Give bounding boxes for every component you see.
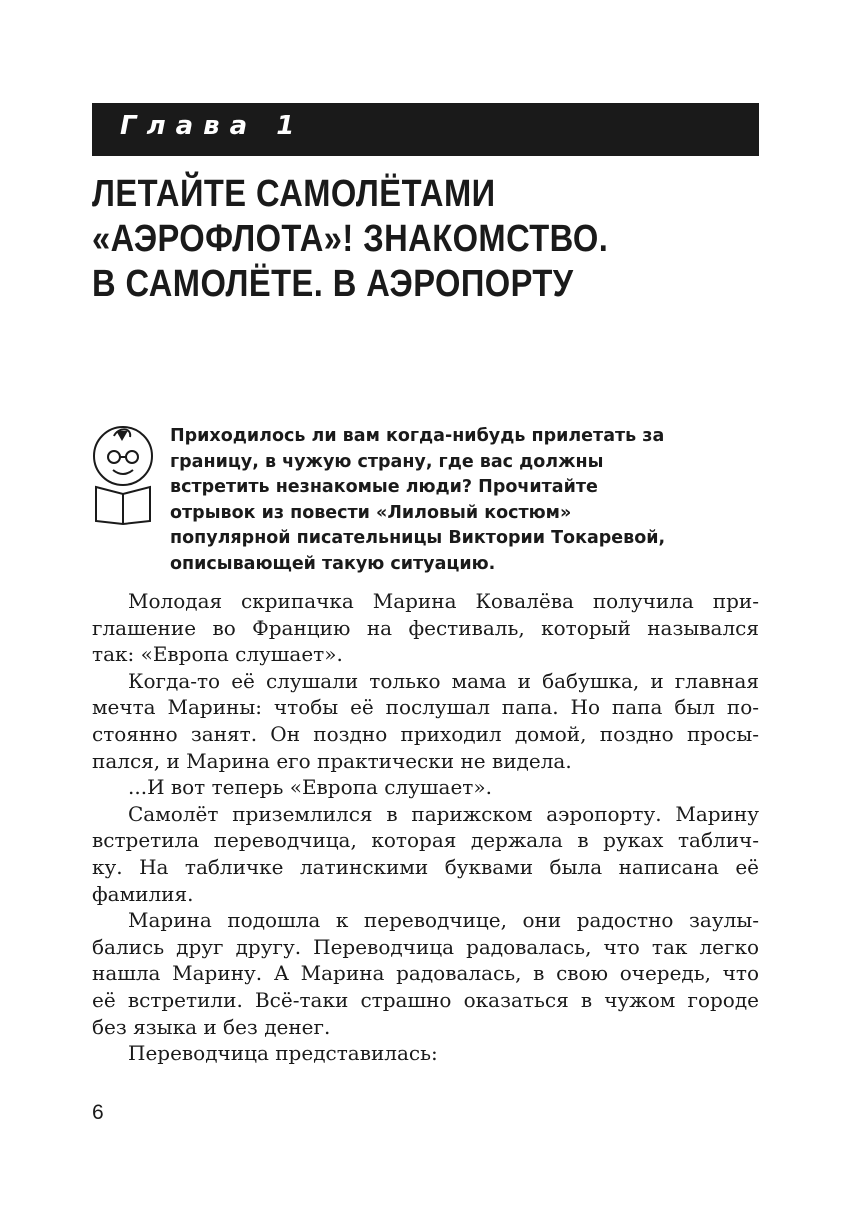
intro-line: популярной писательницы Виктории Токаревой, — [170, 528, 666, 548]
story-line: фамилия. — [92, 881, 194, 906]
story-line: Самолёт приземлился в парижском аэропорту. Марину — [128, 801, 759, 826]
story-line: ...И вот теперь «Европа слушает». — [128, 775, 492, 800]
chapter-title-line: В САМОЛЁТЕ. В АЭРОПОРТУ — [92, 263, 574, 305]
story-line: встретила переводчица, которая держала в руках таблич- — [92, 828, 759, 853]
intro-line: описывающей такую ситуацию. — [170, 553, 496, 574]
story-line: Молодая скрипачка Марина Ковалёва получила при- — [128, 589, 759, 613]
story-line: нашла Марину. А Марина радовалась, в свою очередь, что — [92, 961, 759, 986]
chapter-label: Глава 1 — [120, 111, 305, 141]
story-line: ку. На табличке латинскими буквами была написана её — [92, 854, 759, 879]
story-line: стоянно занят. Он поздно приходил домой, поздно просы- — [92, 721, 759, 746]
intro-line: встретить незнакомые люди? Прочитайте — [170, 477, 598, 497]
intro-line: отрывок из повести «Лиловый костюм» — [170, 502, 572, 523]
reader-icon — [92, 423, 156, 525]
story-line: пался, и Марина его практически не видела. — [92, 748, 572, 773]
page-number: 6 — [92, 1101, 104, 1124]
story-line: так: «Европа слушает». — [92, 642, 343, 667]
story-line: бались друг другу. Переводчица радовалась, что так легко — [92, 934, 759, 959]
story-text — [92, 588, 759, 1067]
story-line: без языка и без денег. — [92, 1014, 331, 1039]
story-line: Марина подошла к переводчице, они радостно заулы- — [128, 908, 759, 933]
chapter-title-line: ЛЕТАЙТЕ САМОЛЁТАМИ — [92, 173, 496, 215]
intro-line: границу, в чужую страну, где вас должны — [170, 451, 604, 472]
chapter-label-bar — [92, 103, 759, 156]
story-line: Переводчица представилась: — [128, 1041, 438, 1066]
story-line: мечта Марины: чтобы её послушал папа. Но папа был по- — [92, 695, 759, 720]
intro-question — [170, 424, 759, 577]
chapter-title-line: «АЭРОФЛОТА»! ЗНАКОМСТВО. — [92, 218, 609, 260]
story-line: её встретили. Всё-таки страшно оказаться в чужом городе — [92, 987, 759, 1012]
intro-line: Приходилось ли вам когда-нибудь прилетать за — [170, 426, 665, 446]
story-line: Когда-то её слушали только мама и бабушка, и главная — [128, 668, 759, 693]
chapter-title — [92, 172, 677, 307]
story-line: глашение во Францию на фестиваль, который назывался — [92, 615, 759, 640]
